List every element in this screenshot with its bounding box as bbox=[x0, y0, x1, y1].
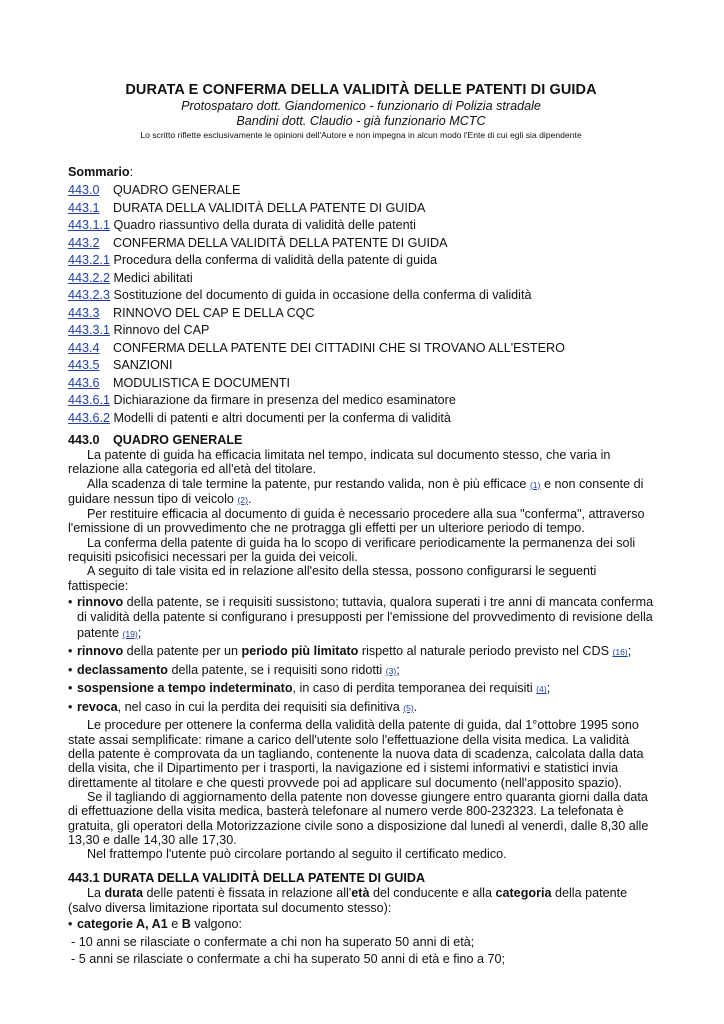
toc-label: QUADRO GENERALE bbox=[113, 183, 241, 197]
paragraph bbox=[68, 477, 654, 508]
section-heading-443-0 bbox=[68, 432, 654, 448]
toc-item bbox=[68, 235, 654, 253]
text-run: rispetto al naturale periodo previsto nel CDS bbox=[358, 644, 613, 659]
bold-run: sospensione a tempo indeterminato bbox=[77, 681, 293, 696]
toc-label: Procedura della conferma di validità della patente di guida bbox=[113, 253, 437, 267]
bold-run: età bbox=[351, 886, 370, 901]
toc-label: CONFERMA DELLA PATENTE DEI CITTADINI CHE SI TROVANO ALL'ESTERO bbox=[113, 340, 565, 355]
text-run: della patente, se i requisiti sono ridotti bbox=[168, 662, 386, 677]
toc-link[interactable]: 443.1 bbox=[68, 200, 100, 215]
author-line-2: Bandini dott. Claudio - già funzionario MCTC bbox=[236, 114, 486, 128]
toc-label: CONFERMA DELLA VALIDITÀ DELLA PATENTE DI GUIDA bbox=[113, 235, 448, 250]
paragraph: Le procedure per ottenere la conferma della validità della patente di guida, dal 1°ottobre 1995 sono state assai semplificate: rimane a carico dell'utente solo l'effettuazione della visita medica. La validità della patente è comprovata da un tagliando, contenente la nuova data di scadenza, calcolata dalla data della visita, che il Dipartimento per i trasporti, la navigazione ed i sistemi informativi e statistici invia direttamente al titolare e che questi provvede poi ad applicare sul documento (nell'apposito spazio). bbox=[68, 718, 644, 790]
toc-link[interactable]: 443.3.1 bbox=[68, 323, 111, 337]
toc-item bbox=[68, 392, 654, 410]
text-run: ; bbox=[546, 681, 551, 696]
toc-label: Medici abilitati bbox=[113, 270, 193, 285]
footnote-link[interactable]: (2) bbox=[237, 494, 248, 505]
text-run: della patente, se i requisiti sussistono; tuttavia, qualora superati i tre anni di mancata conferma di validità della patente si configurano i presupposti per l'emissione del provvedimento di revisione della patente bbox=[77, 594, 654, 640]
text-run: , nel caso in cui la perdita dei requisiti sia definitiva bbox=[117, 699, 404, 714]
bold-run: B bbox=[181, 917, 191, 932]
bullet-item bbox=[68, 681, 654, 698]
toc-item bbox=[68, 252, 654, 270]
paragraph: Per restituire efficacia al documento di guida è necessario procedere alla sua "conferma", attraverso l'emissione di un provvedimento che ne protragga gli effetti per un ulteriore periodo di tempo. bbox=[68, 507, 645, 536]
paragraph: Se il tagliando di aggiornamento della patente non dovesse giungere entro quaranta giorni dalla data di effettuazione della visita medica, basterà telefonare al numero verde 800-232323. La telefonata è gratuita, gli operatori della Motorizzazione civile sono a disposizione dal lunedì al venerdì, dalle 8,30 alle 13,30 e dalle 14,30 alle 17,30. bbox=[68, 789, 649, 847]
toc-label: RINNOVO DEL CAP E DELLA CQC bbox=[113, 305, 315, 320]
toc-item bbox=[68, 305, 654, 323]
toc-item bbox=[68, 375, 654, 393]
toc-label: Quadro riassuntivo della durata di validità delle patenti bbox=[113, 218, 416, 232]
toc-link[interactable]: 443.6.1 bbox=[68, 393, 111, 407]
bold-run: rinnovo bbox=[77, 644, 124, 659]
toc-link[interactable]: 443.5 bbox=[68, 358, 100, 372]
bold-run: rinnovo bbox=[77, 594, 124, 609]
toc-item bbox=[68, 340, 654, 358]
bold-run: declassamento bbox=[77, 662, 168, 677]
footnote-link[interactable]: (3) bbox=[385, 665, 397, 676]
toc-link[interactable]: 443.2.2 bbox=[68, 270, 111, 285]
toc-label: Rinnovo del CAP bbox=[113, 323, 210, 337]
toc-link[interactable]: 443.0 bbox=[68, 183, 100, 197]
footnote-link[interactable]: (1) bbox=[529, 479, 541, 490]
toc-label: Sostituzione del documento di guida in occasione della conferma di validità bbox=[113, 288, 532, 302]
document-title: DURATA E CONFERMA DELLA VALIDITÀ DELLE PATENTI DI GUIDA bbox=[125, 82, 597, 98]
summary-label: Sommario bbox=[68, 165, 130, 179]
toc-link[interactable]: 443.2.1 bbox=[68, 253, 111, 267]
toc-link[interactable]: 443.6.2 bbox=[68, 410, 111, 425]
toc-item bbox=[68, 200, 654, 218]
toc-item bbox=[68, 322, 654, 340]
toc-item bbox=[68, 217, 654, 235]
text-run: . bbox=[413, 699, 418, 714]
summary-heading bbox=[68, 164, 654, 181]
bullet-list bbox=[68, 595, 654, 717]
text-run: del conducente e alla bbox=[369, 886, 496, 901]
paragraph: Nel frattempo l'utente può circolare portando al seguito il certificato medico. bbox=[87, 847, 507, 862]
text-run: , in caso di perdita temporanea dei requisiti bbox=[292, 681, 537, 696]
text-run: della patente per un bbox=[123, 644, 242, 659]
footnote-link[interactable]: (4) bbox=[536, 684, 547, 695]
footnote-link[interactable]: (19) bbox=[122, 628, 138, 639]
text-run: valgono: bbox=[190, 917, 243, 932]
text-run: della patente (salvo diversa limitazione riportata sul documento stesso): bbox=[68, 886, 628, 915]
toc-item bbox=[68, 270, 654, 288]
toc-label: MODULISTICA E DOCUMENTI bbox=[113, 375, 291, 390]
text-run: ; bbox=[137, 625, 142, 640]
bold-run: categoria bbox=[495, 886, 552, 901]
toc-label: Modelli di patenti e altri documenti per la conferma di validità bbox=[113, 410, 451, 425]
bullet-item bbox=[68, 700, 654, 717]
section-heading-443-1: 443.1 DURATA DELLA VALIDITÀ DELLA PATENTE DI GUIDA bbox=[68, 871, 426, 886]
bullet-item bbox=[68, 595, 654, 643]
bullet-item bbox=[68, 644, 654, 661]
bullet-icon: • bbox=[68, 681, 73, 696]
footnote-link[interactable]: (16) bbox=[612, 647, 628, 658]
bullet-item bbox=[68, 663, 654, 680]
toc-link[interactable]: 443.4 bbox=[68, 340, 100, 355]
bullet-icon: • bbox=[68, 594, 73, 609]
author-line-1: Protospataro dott. Giandomenico - funzionario di Polizia stradale bbox=[181, 99, 541, 113]
bold-run: categorie A, A1 bbox=[77, 917, 168, 932]
toc-link[interactable]: 443.1.1 bbox=[68, 218, 111, 232]
toc-item bbox=[68, 410, 654, 428]
bold-run: revoca bbox=[77, 699, 118, 714]
bullet-icon: • bbox=[68, 662, 73, 677]
text-run: ; bbox=[627, 644, 632, 659]
section-number: 443.0 bbox=[68, 433, 100, 447]
text-run: e non consente di guidare nessun tipo di veicolo bbox=[68, 476, 644, 506]
text-run: La bbox=[87, 886, 105, 901]
dash-item: - 10 anni se rilasciate o confermate a chi non ha superato 50 anni di età; bbox=[71, 934, 475, 949]
paragraph: A seguito di tale visita ed in relazione all'esito della stessa, possono configurarsi le seguenti fattispecie: bbox=[68, 564, 597, 593]
bullet-icon: • bbox=[68, 644, 73, 659]
footnote-link[interactable]: (5) bbox=[403, 702, 414, 713]
disclaimer: Lo scritto riflette esclusivamente le opinioni dell'Autore e non impegna in alcun modo l'Ente di cui egli sia dipendente bbox=[140, 130, 582, 140]
paragraph: La patente di guida ha efficacia limitata nel tempo, indicata sul documento stesso, che varia in relazione alla categoria ed all'età del titolare. bbox=[68, 448, 611, 477]
section-title: QUADRO GENERALE bbox=[113, 433, 243, 447]
text-run: Alla scadenza di tale termine la patente, pur restando valida, non è più efficace bbox=[87, 476, 527, 491]
bullet-item bbox=[68, 917, 654, 933]
toc-label: DURATA DELLA VALIDITÀ DELLA PATENTE DI GUIDA bbox=[113, 200, 426, 215]
paragraph bbox=[68, 886, 654, 915]
toc-label: Dichiarazione da firmare in presenza del medico esaminatore bbox=[113, 393, 456, 407]
bold-run: durata bbox=[104, 886, 144, 901]
toc-link[interactable]: 443.6 bbox=[68, 375, 100, 390]
toc-link[interactable]: 443.2.3 bbox=[68, 288, 111, 302]
bullet-icon: • bbox=[68, 699, 73, 714]
toc-link[interactable]: 443.2 bbox=[68, 235, 100, 250]
table-of-contents bbox=[68, 182, 654, 427]
text-run: e bbox=[167, 917, 182, 932]
bullet-icon: • bbox=[68, 917, 73, 932]
toc-item bbox=[68, 182, 654, 200]
toc-item bbox=[68, 287, 654, 305]
summary-colon: : bbox=[129, 165, 134, 179]
bold-run: periodo più limitato bbox=[241, 644, 359, 659]
dash-item: - 5 anni se rilasciate o confermate a chi ha superato 50 anni di età e fino a 70; bbox=[71, 952, 506, 967]
paragraph: La conferma della patente di guida ha lo scopo di verificare periodicamente la permanenza dei soli requisiti psicofisici necessari per la guida dei veicoli. bbox=[68, 535, 636, 565]
text-run: . bbox=[247, 491, 252, 506]
toc-item bbox=[68, 357, 654, 375]
text-run: delle patenti è fissata in relazione all' bbox=[143, 886, 352, 901]
text-run: ; bbox=[396, 662, 400, 677]
toc-link[interactable]: 443.3 bbox=[68, 305, 100, 320]
toc-label: SANZIONI bbox=[113, 358, 173, 372]
